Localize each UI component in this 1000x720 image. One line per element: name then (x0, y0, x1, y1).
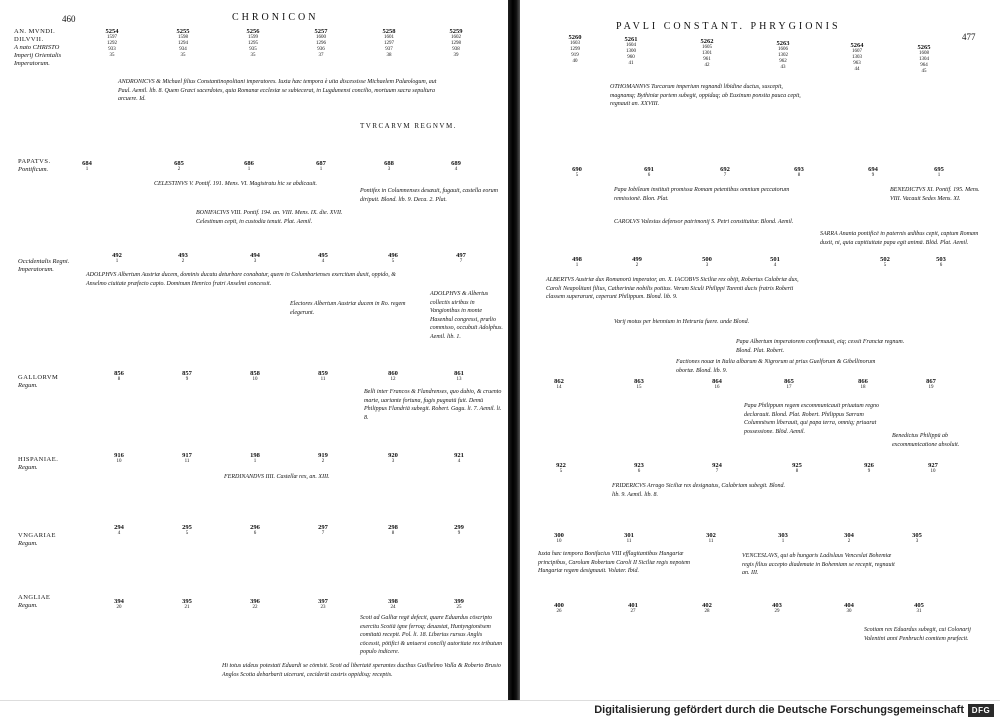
year-number: 300 (554, 532, 564, 539)
year-number: 685 (174, 160, 184, 167)
year-number: 921 (454, 452, 464, 459)
angliae-note-scotiam: Scotiam rex Eduardus subegit, cui Colonarij Valentini anni Penbruchi comitem præfecit. (864, 627, 971, 642)
year-number: 302 (706, 532, 716, 539)
year-number: 919 (318, 452, 328, 459)
year-sub: 1603 (570, 41, 580, 46)
year-sub: 17 (786, 385, 792, 390)
papatus-note-sarra: SARRA Anania pontificē in paternis ædibus cepit, captum Romam duxit, ni, quia capitiuitate papa egit animā. Blōd. Plat. Aemil. (820, 231, 979, 246)
year-sub: 10 (252, 377, 258, 382)
year-number: 402 (702, 602, 712, 609)
year-column (614, 36, 648, 67)
section-subtitle: Regum. (18, 540, 38, 547)
top-labels (14, 28, 61, 68)
year-column (372, 28, 406, 59)
year-number: 297 (318, 524, 328, 531)
year-number: 5265 (917, 44, 931, 51)
page-number-left: 460 (62, 14, 76, 24)
year-sub: 15 (636, 385, 642, 390)
year-number: 305 (912, 532, 922, 539)
year-sub: 6 (253, 531, 257, 536)
ungariae-note-venceslaus: VENCESLAVS, qui ab hungaris Ladislaus Venceslai Bohemiæ regis filius accepto diademate in Bohemiam se recepit, regnauit an. III. (742, 553, 895, 576)
year-sub: 1296 (316, 41, 326, 46)
year-number: 857 (182, 370, 192, 377)
year-sub: 18 (860, 385, 866, 390)
year-sub: 1294 (178, 41, 188, 46)
year-sub: 3 (391, 459, 395, 464)
year-number: 5257 (314, 28, 328, 35)
section-title: VNGARIAE (18, 532, 56, 539)
year-sub: 4 (773, 263, 777, 268)
year-number: 296 (250, 524, 260, 531)
occidentalis-note-battle: ADOLPHVS & Albertus collectis uiribus in Vangionibus in monte Hasenbul congressi, prælio commisso, occubuit Adolphus. Aemil. lib. 1. (430, 291, 503, 340)
year-number: 400 (554, 602, 564, 609)
section-label-papatus (18, 158, 51, 174)
year-number: 866 (858, 378, 868, 385)
year-number: 693 (794, 166, 804, 173)
year-column (439, 28, 473, 59)
running-head-right: PAVLI CONSTANT. PHRYGIONIS (616, 21, 841, 32)
year-sub: 1602 (451, 35, 461, 40)
year-column (907, 44, 941, 75)
book-gutter (508, 0, 520, 700)
year-sub: 8 (797, 173, 801, 178)
year-number: 859 (318, 370, 328, 377)
year-sub: 2 (181, 259, 185, 264)
year-column (690, 38, 724, 69)
year-number: 916 (114, 452, 124, 459)
year-sub: 19 (928, 385, 934, 390)
section-title: HISPANIAE. (18, 456, 59, 463)
section-subtitle: Imperatorum. (18, 266, 54, 273)
papatus-note-benedictus: BENEDICTVS XI. Pontif. 195. Mens. VIII. Vacauit Sedes Mens. XI. (890, 187, 980, 202)
year-number: 5256 (246, 28, 260, 35)
section-label-gallorum (18, 374, 58, 390)
ungariae-note-bonifacius: Iuxta hæc tempora Bonifacius VIII efflagitantibus Hungariæ principibus, Carolum Robertum Caroli II Siciliæ regis nepotem Hungariæ regem designauit. Volater. Ibid. (538, 551, 690, 574)
year-sub: 3 (915, 539, 919, 544)
year-number: 503 (936, 256, 946, 263)
year-number: 691 (644, 166, 654, 173)
year-number: 5264 (850, 42, 864, 49)
year-sub: 1597 (107, 35, 117, 40)
year-sub: 7 (715, 469, 719, 474)
year-sub: 935 (249, 47, 257, 52)
section-subtitle: Regum. (18, 464, 38, 471)
year-number: 301 (624, 532, 634, 539)
year-sub: 7 (723, 173, 727, 178)
year-sub: 1 (575, 263, 579, 268)
year-number: 5261 (624, 36, 638, 43)
label-a-nato-christo: A nato CHRISTO (14, 44, 60, 51)
section-title: ANGLIAE (18, 594, 51, 601)
year-sub: 1298 (451, 41, 461, 46)
label-diluvii: DILVVII. (14, 36, 44, 43)
year-sub: 1601 (384, 35, 394, 40)
year-number: 5258 (382, 28, 396, 35)
occidentalis-note-electores: Electores Albertum Austriæ ducem in Ro. regem elegerunt. (290, 301, 406, 316)
turk-heading: TVRCARVM REGNVM. (360, 122, 457, 130)
page-number-right: 477 (962, 32, 976, 42)
year-sub: 1608 (919, 51, 929, 56)
year-number: 494 (250, 252, 260, 259)
angliae-note-scoti: Scoti ad Galliæ regē defecit, quare Eduardus cōscripto exercitu Scotiā igne ferroq; deuastat, Huntyngtonēsem comitatū recepit. Pol. li. 18. Liberius rursus Anglis cōcessit, pōtifici & uniuersi concilij autoritate rex tributum populo indicere. (360, 615, 503, 655)
year-sub: 2 (177, 167, 181, 172)
year-number: 5259 (449, 28, 463, 35)
year-number: 687 (316, 160, 326, 167)
year-sub: 4 (457, 459, 461, 464)
year-number: 498 (572, 256, 582, 263)
year-sub: 5 (391, 259, 395, 264)
year-number: 395 (182, 598, 192, 605)
running-head-left: CHRONICON (232, 12, 319, 23)
papatus-note-pontifex: Pontifex in Columnenses desæuit, fugauit, castella eorum diripuit. Blond. lib. 9. Deca. 2. Plat. (360, 188, 498, 203)
year-number: 923 (634, 462, 644, 469)
year-sub: 6 (939, 263, 943, 268)
year-sub: 1295 (248, 41, 258, 46)
year-sub: 10 (556, 539, 562, 544)
year-sub: 11 (184, 459, 190, 464)
year-sub: 10 (930, 469, 936, 474)
year-number: 860 (388, 370, 398, 377)
occidentalis-note-hetruria: Varij motus per biennium in Hetruria fuere. unde Blond. (614, 319, 750, 325)
section-label-hispaniae (18, 456, 58, 472)
year-number: 401 (628, 602, 638, 609)
year-sub: 5 (575, 173, 579, 178)
year-sub: 30 (846, 609, 852, 614)
year-number: 405 (914, 602, 924, 609)
year-sub: 4 (117, 531, 121, 536)
year-sub: 1303 (852, 55, 862, 60)
year-sub: 12 (390, 377, 396, 382)
year-number: 684 (82, 160, 92, 167)
year-number: 299 (454, 524, 464, 531)
year-sub: 1300 (626, 49, 636, 54)
year-sub: 3 (387, 167, 391, 172)
year-sub: 1 (319, 167, 323, 172)
year-sub: 1598 (178, 35, 188, 40)
papatus-note-celestinus: CELESTINVS V. Pontif. 191. Mens. VI. Magistratu hic se abdicauit. (154, 181, 318, 187)
year-number: 298 (388, 524, 398, 531)
occidentalis-note-adolphus: ADOLPHVS Albertum Austriæ ducem, dominis ducatu deturbare conabatur, quem in Columbarienses exercitum duxit, oppido, & Anselmo ciuitate præfecto capto. Dominum Henrico fratri Anselmi concessit. (86, 272, 396, 287)
year-number: 917 (182, 452, 192, 459)
year-number: 692 (720, 166, 730, 173)
year-sub: 11 (626, 539, 632, 544)
year-sub: 960 (627, 55, 635, 60)
year-number: 920 (388, 452, 398, 459)
year-sub: 1 (937, 173, 941, 178)
section-label-ungariae (18, 532, 56, 548)
year-number: 399 (454, 598, 464, 605)
year-sub: 45 (921, 69, 927, 74)
section-subtitle: Regum. (18, 602, 38, 609)
year-sub: 44 (854, 67, 860, 72)
year-sub: 27 (630, 609, 636, 614)
occidentalis-note-albertus: ALBERTVS Austriæ dux Romanorū imperator, an. X. IACOBVS Siciliæ rex obijt, Robertus Calabriæ dux, Caroli Neapolitani filius, Catheriniæ nobilis potitus. Verum Siculi Philippi Tarenti ducis fratris Roberti classem superarunt, ceperunt Philippum. Blond. lib. 9. (546, 277, 799, 300)
section-subtitle: Regum. (18, 382, 38, 389)
papatus-note-iobileum: Papa Iobileum instituit promissa Romam petentibus omnium peccatorum remissionē. Blon. Plat. (614, 187, 790, 202)
year-sub: 6 (647, 173, 651, 178)
year-sub: 3 (253, 259, 257, 264)
year-number: 690 (572, 166, 582, 173)
year-sub: 1605 (702, 45, 712, 50)
year-sub: 8 (117, 377, 121, 382)
year-sub: 9 (867, 469, 871, 474)
label-an-mundi: AN. MVNDI. (14, 28, 56, 35)
year-sub: 1599 (248, 35, 258, 40)
year-sub: 933 (108, 47, 116, 52)
year-number: 867 (926, 378, 936, 385)
section-label-occidentalis (18, 258, 69, 274)
gallorum-note-benedictus: Benedictus Philippū ab excommunicatione absoluit. (892, 433, 960, 448)
gallorum-note-papa-albertum: Papa Albertum imperatorem confirmauit, eiq; cessit Franciæ regnum. Blond. Plat. Robert. (736, 339, 905, 354)
year-number: 397 (318, 598, 328, 605)
year-number: 501 (770, 256, 780, 263)
year-number: 5260 (568, 34, 582, 41)
year-sub: 1 (85, 167, 89, 172)
year-number: 396 (250, 598, 260, 605)
year-sub: 1607 (852, 49, 862, 54)
year-sub: 1297 (384, 41, 394, 46)
year-column (766, 40, 800, 71)
year-sub: 43 (780, 65, 786, 70)
year-sub: 41 (628, 61, 634, 66)
year-sub: 8 (391, 531, 395, 536)
year-sub: 1292 (107, 41, 117, 46)
year-number: 496 (388, 252, 398, 259)
year-sub: 39 (453, 53, 459, 58)
year-sub: 937 (385, 47, 393, 52)
year-number: 198 (250, 452, 260, 459)
year-sub: 7 (459, 259, 463, 264)
year-number: 500 (702, 256, 712, 263)
year-column (236, 28, 270, 59)
year-number: 686 (244, 160, 254, 167)
gallorum-note-excommunicauit: Papa Philippum regem excommunicauit priuatum regno declarauit. Blond. Plat. Robert. Philippus Sarram Columnēsem liberauit, qui papa terra, omniq; priuarat possessione. Blōd. Aemil. (744, 403, 880, 435)
year-sub: 5 (883, 263, 887, 268)
year-column (558, 34, 592, 65)
year-number: 499 (632, 256, 642, 263)
year-number: 403 (772, 602, 782, 609)
year-number: 864 (712, 378, 722, 385)
year-sub: 961 (703, 57, 711, 62)
year-sub: 1604 (626, 43, 636, 48)
year-sub: 1 (253, 459, 257, 464)
year-sub: 4 (321, 259, 325, 264)
year-number: 688 (384, 160, 394, 167)
section-subtitle: Pontificum. (18, 166, 49, 173)
year-number: 858 (250, 370, 260, 377)
year-sub: 9 (871, 173, 875, 178)
year-sub: 962 (779, 59, 787, 64)
year-sub: 1304 (919, 57, 929, 62)
gallorum-note: Belli inter Francos & Flandrenses, quo dubio, & cruento marte, uariante fortuna, fugis pugnatū fuit. Demū Philippus Flandriā subegit. Robert. Gagu. li. 7. Aemil. li. 8. (364, 389, 502, 421)
year-sub: 7 (321, 531, 325, 536)
year-sub: 1606 (778, 47, 788, 52)
papatus-note-bonifacius: BONIFACIVS VIII. Pontif. 194. an. VIII. Mens. IX. die. XVII. Celestinum cepit, in custodia tenuit. Plat. Aemil. (196, 210, 343, 225)
year-number: 5254 (105, 28, 119, 35)
year-sub: 1 (115, 259, 119, 264)
year-column (304, 28, 338, 59)
year-sub: 25 (456, 605, 462, 610)
year-sub: 8 (795, 469, 799, 474)
year-sub: 35 (250, 53, 256, 58)
papatus-note-carolus: CAROLVS Valesius defensor patrimonij S. Petri constituitur. Blond. Aemil. (614, 219, 794, 225)
year-number: 861 (454, 370, 464, 377)
dfg-logo: DFG (968, 704, 994, 717)
year-sub: 35 (180, 53, 186, 58)
year-number: 295 (182, 524, 192, 531)
digitization-footer (0, 700, 1000, 720)
year-sub: 1 (781, 539, 785, 544)
year-number: 502 (880, 256, 890, 263)
year-number: 694 (868, 166, 878, 173)
year-number: 5263 (776, 40, 790, 47)
year-sub: 1600 (316, 35, 326, 40)
gallorum-note-factiones: Factiones nouæ in Italia albarum & Nigrorum ut prius Guelforum & Gibellinorum obortæ. Blond. lib. 9. (676, 359, 876, 374)
year-sub: 2 (635, 263, 639, 268)
year-sub: 14 (556, 385, 562, 390)
year-number: 927 (928, 462, 938, 469)
year-number: 926 (864, 462, 874, 469)
year-sub: 11 (320, 377, 326, 382)
footer-credit: Digitalisierung gefördert durch die Deutsche Forschungsgemeinschaft (594, 704, 964, 716)
hispaniae-note-fridericus: FRIDERICVS Arrago Siciliæ rex designatus, Calabriam subegit. Blond. lib. 9. Aemil. lib. 8. (612, 483, 785, 498)
year-column (840, 42, 874, 73)
angliae-note-eduardus: Hi totus uideus potestati Eduardi se cōmisit. Scoti ad libertatē sperantes ducibus Guilhelmo Valla & Roberto Brusio Anglos Scotia debarbarit uicerunt, ceciderūt castris oppidisq; receptis. (222, 663, 501, 678)
year-sub: 16 (714, 385, 720, 390)
label-imperatorum: Imperatorum. (14, 60, 50, 67)
year-sub: 5 (559, 469, 563, 474)
year-sub: 1299 (570, 47, 580, 52)
top-note-left: ANDRONICVS & Michael filius Constantinopolitani imperatores. Iuxta hæc tempora è uita discessisse Michaelem Palæologum, aut Paul. Aemil. lib. 8. Quem Græci sacerdotes, quia Romanæ ecclesiæ se subiecerat, in Lugdunensi concilio, mortuum sacra sepultura arcuere. Id. (118, 79, 437, 102)
year-sub: 29 (774, 609, 780, 614)
year-number: 922 (556, 462, 566, 469)
top-note-right: OTHOMANNVS Turcarum imperium regnandi libidine ductus, suscepit, magnamq; Bythiniæ partem subegit, oppidaq; ab Euxinum ponsita pauca cepit, regnauit an. XXVIII. (610, 84, 801, 107)
year-number: 495 (318, 252, 328, 259)
year-number: 856 (114, 370, 124, 377)
year-number: 5262 (700, 38, 714, 45)
year-sub: 40 (572, 59, 578, 64)
year-sub: 31 (916, 609, 922, 614)
year-number: 294 (114, 524, 124, 531)
year-number: 493 (178, 252, 188, 259)
year-sub: 2 (321, 459, 325, 464)
section-label-angliae (18, 594, 50, 610)
year-sub: 934 (179, 47, 187, 52)
year-number: 925 (792, 462, 802, 469)
year-number: 303 (778, 532, 788, 539)
year-sub: 919 (571, 53, 579, 58)
year-sub: 9 (185, 377, 189, 382)
left-page (0, 0, 508, 700)
year-sub: 38 (386, 53, 392, 58)
year-number: 695 (934, 166, 944, 173)
year-number: 924 (712, 462, 722, 469)
year-number: 865 (784, 378, 794, 385)
year-number: 394 (114, 598, 124, 605)
year-sub: 1302 (778, 53, 788, 58)
year-sub: 1301 (702, 51, 712, 56)
right-page (520, 0, 1000, 700)
year-number: 492 (112, 252, 122, 259)
year-number: 862 (554, 378, 564, 385)
year-sub: 9 (457, 531, 461, 536)
year-sub: 35 (109, 53, 115, 58)
year-column (95, 28, 129, 59)
year-sub: 3 (705, 263, 709, 268)
year-sub: 42 (704, 63, 710, 68)
year-column (166, 28, 200, 59)
year-sub: 23 (320, 605, 326, 610)
section-title: GALLORVM (18, 374, 59, 381)
year-number: 497 (456, 252, 466, 259)
year-sub: 37 (318, 53, 324, 58)
year-sub: 21 (184, 605, 190, 610)
year-sub: 6 (637, 469, 641, 474)
hispaniae-note: FERDINANDVS IIII. Castellæ rex, an. XIII. (224, 474, 330, 480)
year-sub: 10 (116, 459, 122, 464)
year-sub: 4 (454, 167, 458, 172)
year-number: 689 (451, 160, 461, 167)
year-number: 5255 (176, 28, 190, 35)
section-title: Occidentalis Regni. (18, 258, 70, 265)
year-sub: 938 (452, 47, 460, 52)
year-number: 304 (844, 532, 854, 539)
year-sub: 1 (247, 167, 251, 172)
year-sub: 5 (185, 531, 189, 536)
label-imperij-orientalis: Imperij Orientalis (14, 52, 62, 59)
year-sub: 13 (456, 377, 462, 382)
year-sub: 936 (317, 47, 325, 52)
year-number: 863 (634, 378, 644, 385)
section-title: PAPATVS. (18, 158, 51, 165)
year-sub: 2 (847, 539, 851, 544)
year-number: 398 (388, 598, 398, 605)
year-sub: 26 (556, 609, 562, 614)
year-sub: 964 (920, 63, 928, 68)
year-sub: 20 (116, 605, 122, 610)
year-sub: 28 (704, 609, 710, 614)
year-number: 404 (844, 602, 854, 609)
year-sub: 22 (252, 605, 258, 610)
year-sub: 11 (708, 539, 714, 544)
year-sub: 24 (390, 605, 396, 610)
year-sub: 963 (853, 61, 861, 66)
